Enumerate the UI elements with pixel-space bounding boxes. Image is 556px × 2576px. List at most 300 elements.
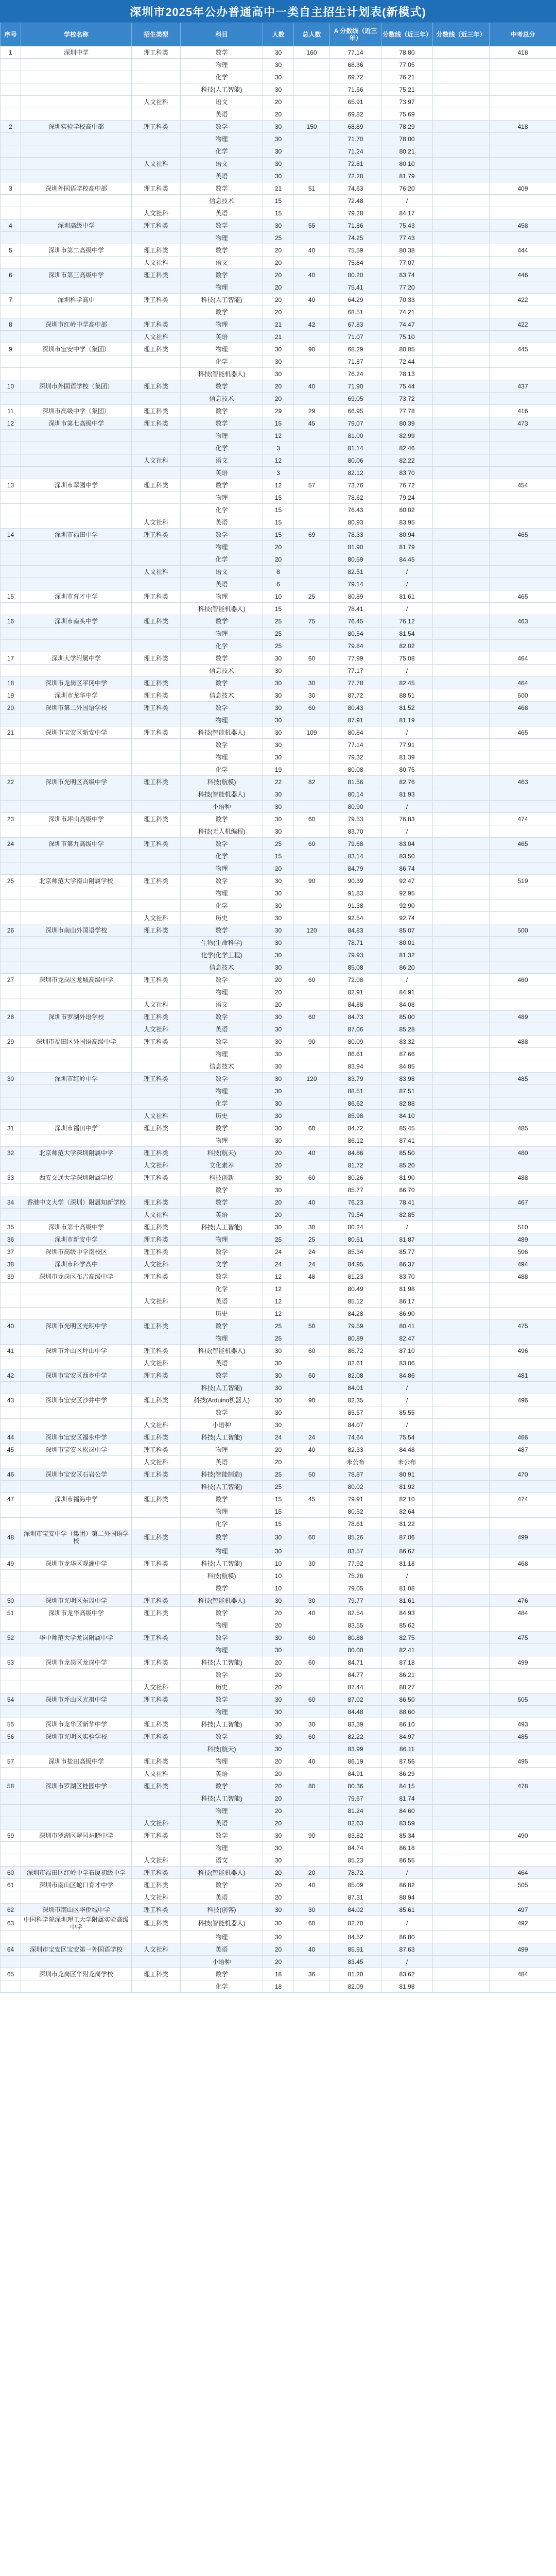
cell-score-c bbox=[433, 961, 490, 974]
cell-count: 30 bbox=[263, 665, 294, 677]
cell-count: 20 bbox=[263, 1669, 294, 1681]
cell-type: 理工科类 bbox=[132, 1829, 181, 1842]
cell-type bbox=[132, 541, 181, 553]
cell-type bbox=[132, 640, 181, 652]
cell-total: 25 bbox=[294, 1233, 330, 1246]
cell-score-a: 92.54 bbox=[330, 912, 381, 924]
cell-score-a: 84.01 bbox=[330, 1382, 381, 1394]
cell-type: 人文社科 bbox=[132, 331, 181, 343]
cell-score-total bbox=[490, 1295, 556, 1308]
cell-score-c bbox=[433, 689, 490, 702]
cell-total bbox=[294, 1792, 330, 1805]
cell-index bbox=[1, 442, 21, 454]
cell-score-a: 75.26 bbox=[330, 1570, 381, 1582]
cell-subject: 数学 bbox=[181, 46, 263, 59]
cell-score-a: 84.79 bbox=[330, 862, 381, 875]
cell-school: 深圳市福田区外国语高级中学 bbox=[21, 1036, 132, 1048]
cell-score-a: 80.89 bbox=[330, 590, 381, 603]
cell-score-b: 82.75 bbox=[381, 1632, 433, 1644]
cell-type bbox=[132, 393, 181, 405]
cell-score-c bbox=[433, 1196, 490, 1209]
cell-total bbox=[294, 1545, 330, 1557]
cell-score-b: 80.10 bbox=[381, 158, 433, 170]
cell-type bbox=[132, 1308, 181, 1320]
cell-subject: 科技(航天) bbox=[181, 1147, 263, 1159]
cell-school bbox=[21, 454, 132, 467]
cell-score-a: 78.33 bbox=[330, 529, 381, 541]
cell-count: 30 bbox=[263, 1382, 294, 1394]
cell-subject: 语文 bbox=[181, 158, 263, 170]
cell-index bbox=[1, 306, 21, 318]
cell-score-a: 77.14 bbox=[330, 739, 381, 751]
cell-score-b: 83.98 bbox=[381, 1073, 433, 1085]
table-row bbox=[1, 937, 556, 949]
cell-count: 20 bbox=[263, 108, 294, 121]
cell-total bbox=[294, 912, 330, 924]
cell-count: 30 bbox=[263, 726, 294, 739]
cell-score-total bbox=[490, 331, 556, 343]
cell-score-b: 83.70 bbox=[381, 467, 433, 479]
cell-type: 理工科类 bbox=[132, 1468, 181, 1481]
cell-school: 深圳市第七高级中学 bbox=[21, 417, 132, 430]
cell-count: 30 bbox=[263, 1545, 294, 1557]
cell-type bbox=[132, 442, 181, 454]
cell-score-a: 90.39 bbox=[330, 875, 381, 887]
cell-score-c bbox=[433, 1159, 490, 1172]
cell-score-total: 492 bbox=[490, 1916, 556, 1931]
table-row bbox=[1, 1718, 556, 1731]
cell-score-a: 67.83 bbox=[330, 318, 381, 331]
cell-score-total: 466 bbox=[490, 1431, 556, 1444]
cell-count: 30 bbox=[263, 652, 294, 665]
cell-index: 40 bbox=[1, 1320, 21, 1332]
cell-score-a: 84.88 bbox=[330, 998, 381, 1011]
cell-school bbox=[21, 504, 132, 516]
cell-type: 人文社科 bbox=[132, 1768, 181, 1780]
cell-score-c bbox=[433, 986, 490, 998]
cell-score-b: / bbox=[381, 578, 433, 590]
table-row bbox=[1, 1956, 556, 1968]
cell-count: 30 bbox=[263, 1221, 294, 1233]
cell-subject: 科技(人工智能) bbox=[181, 1718, 263, 1731]
cell-subject: 科技(人工智能) bbox=[181, 1557, 263, 1570]
cell-school: 深圳市盐田高级中学 bbox=[21, 1755, 132, 1768]
cell-score-b: 87.10 bbox=[381, 1345, 433, 1357]
cell-score-b: 81.61 bbox=[381, 590, 433, 603]
cell-index: 39 bbox=[1, 1270, 21, 1283]
cell-type bbox=[132, 1956, 181, 1968]
cell-type: 理工科类 bbox=[132, 875, 181, 887]
cell-count: 20 bbox=[263, 269, 294, 281]
cell-index: 53 bbox=[1, 1656, 21, 1669]
cell-index: 36 bbox=[1, 1233, 21, 1246]
cell-total bbox=[294, 516, 330, 529]
cell-score-b: 85.50 bbox=[381, 1147, 433, 1159]
cell-subject: 文学 bbox=[181, 1258, 263, 1270]
cell-count: 20 bbox=[263, 1805, 294, 1817]
cell-school: 深圳市宝安区石岩公学 bbox=[21, 1468, 132, 1481]
cell-score-b: 81.90 bbox=[381, 1172, 433, 1184]
cell-school: 深圳市光明区东周中学 bbox=[21, 1595, 132, 1607]
cell-school bbox=[21, 492, 132, 504]
cell-count: 30 bbox=[263, 788, 294, 801]
cell-score-total: 467 bbox=[490, 1196, 556, 1209]
cell-count: 30 bbox=[263, 1097, 294, 1110]
cell-index bbox=[1, 1518, 21, 1530]
cell-score-a: 75.84 bbox=[330, 257, 381, 269]
cell-score-total bbox=[490, 1980, 556, 1993]
cell-score-b: 86.11 bbox=[381, 1743, 433, 1755]
cell-total bbox=[294, 801, 330, 813]
cell-score-b: / bbox=[381, 665, 433, 677]
cell-school bbox=[21, 1481, 132, 1493]
cell-school bbox=[21, 1817, 132, 1829]
cell-index bbox=[1, 640, 21, 652]
cell-index bbox=[1, 1085, 21, 1097]
cell-type: 理工科类 bbox=[132, 1693, 181, 1706]
cell-total: 60 bbox=[294, 838, 330, 850]
cell-school bbox=[21, 961, 132, 974]
cell-score-total bbox=[490, 83, 556, 96]
cell-score-a: 77.92 bbox=[330, 1557, 381, 1570]
cell-score-a: 84.52 bbox=[330, 1931, 381, 1943]
cell-total: 42 bbox=[294, 318, 330, 331]
table-row bbox=[1, 1829, 556, 1842]
cell-score-b: 80.91 bbox=[381, 1468, 433, 1481]
cell-type: 人文社科 bbox=[132, 998, 181, 1011]
cell-score-total bbox=[490, 553, 556, 566]
cell-score-c bbox=[433, 1829, 490, 1842]
cell-score-a: 82.63 bbox=[330, 1817, 381, 1829]
cell-index: 5 bbox=[1, 244, 21, 257]
cell-school bbox=[21, 1283, 132, 1295]
cell-count: 30 bbox=[263, 1931, 294, 1943]
cell-school bbox=[21, 1332, 132, 1345]
cell-school bbox=[21, 1931, 132, 1943]
cell-score-total: 494 bbox=[490, 1258, 556, 1270]
cell-score-b: 81.52 bbox=[381, 702, 433, 714]
cell-subject: 数学 bbox=[181, 1968, 263, 1980]
cell-index bbox=[1, 998, 21, 1011]
table-row bbox=[1, 529, 556, 541]
cell-subject: 物理 bbox=[181, 318, 263, 331]
table-row bbox=[1, 492, 556, 504]
cell-type: 理工科类 bbox=[132, 529, 181, 541]
cell-score-c bbox=[433, 1097, 490, 1110]
cell-score-c bbox=[433, 1956, 490, 1968]
cell-total: 90 bbox=[294, 1036, 330, 1048]
table-row bbox=[1, 343, 556, 355]
cell-score-a: 87.31 bbox=[330, 1891, 381, 1904]
cell-type: 理工科类 bbox=[132, 1493, 181, 1505]
cell-type: 理工科类 bbox=[132, 1246, 181, 1258]
cell-subject: 科技(智能机器人) bbox=[181, 1595, 263, 1607]
cell-school: 深圳市罗湖外语学校 bbox=[21, 1011, 132, 1023]
cell-index bbox=[1, 1184, 21, 1196]
table-row bbox=[1, 306, 556, 318]
cell-school: 北京师范大学深圳附属中学 bbox=[21, 1147, 132, 1159]
cell-score-c bbox=[433, 1693, 490, 1706]
cell-score-a: 84.77 bbox=[330, 1669, 381, 1681]
cell-subject: 科技(人工智能) bbox=[181, 83, 263, 96]
cell-subject: 科技(无人机编程) bbox=[181, 825, 263, 838]
cell-index: 61 bbox=[1, 1879, 21, 1891]
cell-school bbox=[21, 739, 132, 751]
cell-count: 30 bbox=[263, 1036, 294, 1048]
cell-count: 30 bbox=[263, 714, 294, 726]
cell-school bbox=[21, 1854, 132, 1867]
cell-count: 15 bbox=[263, 529, 294, 541]
cell-total bbox=[294, 1619, 330, 1632]
cell-index bbox=[1, 1419, 21, 1431]
cell-school bbox=[21, 96, 132, 108]
cell-index bbox=[1, 1382, 21, 1394]
cell-score-total: 500 bbox=[490, 924, 556, 937]
cell-subject: 信息技术 bbox=[181, 1060, 263, 1073]
cell-subject: 数学 bbox=[181, 1879, 263, 1891]
cell-total: 90 bbox=[294, 1394, 330, 1406]
cell-score-c bbox=[433, 1644, 490, 1656]
cell-score-c bbox=[433, 1036, 490, 1048]
cell-total: 30 bbox=[294, 689, 330, 702]
cell-score-total bbox=[490, 281, 556, 294]
cell-score-b: 75.54 bbox=[381, 1431, 433, 1444]
cell-score-a: 85.34 bbox=[330, 1246, 381, 1258]
cell-count: 30 bbox=[263, 702, 294, 714]
table-row bbox=[1, 1382, 556, 1394]
cell-score-a: 85.77 bbox=[330, 1184, 381, 1196]
cell-score-c bbox=[433, 974, 490, 986]
cell-type bbox=[132, 887, 181, 900]
cell-score-total bbox=[490, 1419, 556, 1431]
cell-total: 90 bbox=[294, 343, 330, 355]
cell-index bbox=[1, 195, 21, 207]
cell-score-c bbox=[433, 1357, 490, 1369]
cell-type: 理工科类 bbox=[132, 343, 181, 355]
cell-score-total bbox=[490, 442, 556, 454]
cell-total bbox=[294, 1570, 330, 1582]
cell-score-total bbox=[490, 640, 556, 652]
cell-score-total: 493 bbox=[490, 1718, 556, 1731]
cell-count: 30 bbox=[263, 825, 294, 838]
cell-subject: 科技(航天) bbox=[181, 1743, 263, 1755]
cell-index: 13 bbox=[1, 479, 21, 492]
cell-score-total bbox=[490, 145, 556, 158]
cell-index bbox=[1, 751, 21, 764]
table-row bbox=[1, 1557, 556, 1570]
cell-score-total: 454 bbox=[490, 479, 556, 492]
cell-score-a: 80.90 bbox=[330, 801, 381, 813]
cell-subject: 化学 bbox=[181, 442, 263, 454]
cell-score-b: 81.74 bbox=[381, 1792, 433, 1805]
cell-school bbox=[21, 1582, 132, 1595]
cell-score-a: 78.71 bbox=[330, 937, 381, 949]
cell-score-b: 82.46 bbox=[381, 442, 433, 454]
cell-score-total bbox=[490, 1085, 556, 1097]
cell-count: 20 bbox=[263, 1867, 294, 1879]
cell-school: 深圳市龙岗区华附龙岗学校 bbox=[21, 1968, 132, 1980]
cell-count: 12 bbox=[263, 430, 294, 442]
cell-total bbox=[294, 850, 330, 862]
cell-type: 理工科类 bbox=[132, 121, 181, 133]
cell-count: 30 bbox=[263, 1632, 294, 1644]
cell-index bbox=[1, 1805, 21, 1817]
table-row bbox=[1, 1644, 556, 1656]
cell-score-total bbox=[490, 133, 556, 145]
cell-subject: 数学 bbox=[181, 974, 263, 986]
table-row bbox=[1, 974, 556, 986]
cell-score-c bbox=[433, 1493, 490, 1505]
cell-subject: 数学 bbox=[181, 875, 263, 887]
cell-score-total bbox=[490, 887, 556, 900]
cell-score-b: 92.90 bbox=[381, 900, 433, 912]
cell-score-b: 82.02 bbox=[381, 640, 433, 652]
cell-score-b: 85.00 bbox=[381, 1011, 433, 1023]
cell-school: 深圳市育才中学 bbox=[21, 590, 132, 603]
table-row bbox=[1, 454, 556, 467]
cell-score-a: 81.24 bbox=[330, 1805, 381, 1817]
cell-score-total bbox=[490, 454, 556, 467]
table-row bbox=[1, 1295, 556, 1308]
cell-subject: 历史 bbox=[181, 1110, 263, 1122]
cell-index bbox=[1, 368, 21, 380]
cell-score-c bbox=[433, 529, 490, 541]
cell-score-c bbox=[433, 702, 490, 714]
table-row bbox=[1, 1943, 556, 1956]
cell-score-total bbox=[490, 1382, 556, 1394]
cell-count: 30 bbox=[263, 1904, 294, 1916]
cell-score-c bbox=[433, 578, 490, 590]
cell-type bbox=[132, 1048, 181, 1060]
cell-subject: 物理 bbox=[181, 1706, 263, 1718]
cell-count: 20 bbox=[263, 1943, 294, 1956]
cell-index: 6 bbox=[1, 269, 21, 281]
cell-subject: 语文 bbox=[181, 998, 263, 1011]
cell-score-c bbox=[433, 133, 490, 145]
cell-count: 25 bbox=[263, 838, 294, 850]
cell-subject: 信息技术 bbox=[181, 665, 263, 677]
cell-score-b: 76.20 bbox=[381, 182, 433, 195]
table-row bbox=[1, 949, 556, 961]
cell-count: 20 bbox=[263, 306, 294, 318]
cell-index: 21 bbox=[1, 726, 21, 739]
cell-school: 深圳市罗湖区桂园中学 bbox=[21, 1780, 132, 1792]
cell-score-c bbox=[433, 1270, 490, 1283]
cell-total bbox=[294, 1023, 330, 1036]
cell-score-b: 82.45 bbox=[381, 677, 433, 689]
cell-count: 20 bbox=[263, 1792, 294, 1805]
cell-count: 10 bbox=[263, 1557, 294, 1570]
cell-index: 32 bbox=[1, 1147, 21, 1159]
cell-index bbox=[1, 628, 21, 640]
cell-score-b: 80.94 bbox=[381, 529, 433, 541]
cell-score-total: 505 bbox=[490, 1879, 556, 1891]
cell-score-total bbox=[490, 1931, 556, 1943]
cell-score-b: 88.60 bbox=[381, 1706, 433, 1718]
cell-subject: 数学 bbox=[181, 417, 263, 430]
cell-index: 7 bbox=[1, 294, 21, 306]
cell-score-b: / bbox=[381, 825, 433, 838]
cell-score-c bbox=[433, 1456, 490, 1468]
cell-type: 人文社科 bbox=[132, 1159, 181, 1172]
cell-score-c bbox=[433, 1073, 490, 1085]
cell-score-total: 510 bbox=[490, 1221, 556, 1233]
cell-score-c bbox=[433, 1233, 490, 1246]
cell-count: 20 bbox=[263, 393, 294, 405]
cell-index: 30 bbox=[1, 1073, 21, 1085]
cell-subject: 数学 bbox=[181, 1320, 263, 1332]
cell-score-total: 463 bbox=[490, 615, 556, 628]
cell-type: 理工科类 bbox=[132, 1879, 181, 1891]
cell-subject: 数学 bbox=[181, 1693, 263, 1706]
cell-score-b: 86.80 bbox=[381, 1931, 433, 1943]
cell-total bbox=[294, 504, 330, 516]
cell-score-b: 85.07 bbox=[381, 924, 433, 937]
table-row bbox=[1, 1805, 556, 1817]
cell-subject: 化学(化学工程) bbox=[181, 949, 263, 961]
cell-score-c bbox=[433, 937, 490, 949]
cell-total bbox=[294, 1582, 330, 1595]
cell-index bbox=[1, 825, 21, 838]
cell-score-c bbox=[433, 170, 490, 182]
cell-total bbox=[294, 788, 330, 801]
cell-index bbox=[1, 1295, 21, 1308]
cell-school: 深圳市宝安区宝安第一外国语学校 bbox=[21, 1943, 132, 1956]
cell-total bbox=[294, 195, 330, 207]
cell-school bbox=[21, 1681, 132, 1693]
cell-index bbox=[1, 1669, 21, 1681]
cell-score-total bbox=[490, 1505, 556, 1518]
cell-score-b: 92.74 bbox=[381, 912, 433, 924]
cell-score-total bbox=[490, 603, 556, 615]
cell-index: 63 bbox=[1, 1916, 21, 1931]
cell-score-a: 77.99 bbox=[330, 652, 381, 665]
cell-subject: 小语种 bbox=[181, 801, 263, 813]
cell-index: 10 bbox=[1, 380, 21, 393]
cell-total bbox=[294, 578, 330, 590]
cell-school: 深圳市宝安区松岗中学 bbox=[21, 1444, 132, 1456]
cell-score-b: 86.82 bbox=[381, 1879, 433, 1891]
table-row bbox=[1, 1731, 556, 1743]
cell-school bbox=[21, 825, 132, 838]
cell-index bbox=[1, 1545, 21, 1557]
cell-type: 理工科类 bbox=[132, 1345, 181, 1357]
cell-subject: 物理 bbox=[181, 1134, 263, 1147]
cell-type bbox=[132, 900, 181, 912]
cell-count: 30 bbox=[263, 1854, 294, 1867]
cell-score-total bbox=[490, 1308, 556, 1320]
cell-score-c bbox=[433, 1879, 490, 1891]
table-row bbox=[1, 566, 556, 578]
cell-score-a: 80.59 bbox=[330, 553, 381, 566]
cell-score-total bbox=[490, 355, 556, 368]
table-row bbox=[1, 1755, 556, 1768]
cell-score-c bbox=[433, 1431, 490, 1444]
cell-school: 深圳市福田中学 bbox=[21, 529, 132, 541]
cell-total bbox=[294, 454, 330, 467]
cell-count: 20 bbox=[263, 553, 294, 566]
cell-score-b: 81.18 bbox=[381, 1557, 433, 1570]
cell-type: 人文社科 bbox=[132, 912, 181, 924]
cell-score-b: 86.18 bbox=[381, 1842, 433, 1854]
cell-school: 深圳市南山区华侨城中学 bbox=[21, 1904, 132, 1916]
cell-school: 香港中文大学（深圳）附属知新学校 bbox=[21, 1196, 132, 1209]
cell-score-total bbox=[490, 232, 556, 244]
cell-total: 50 bbox=[294, 1320, 330, 1332]
cell-count: 20 bbox=[263, 1209, 294, 1221]
cell-subject: 数学 bbox=[181, 1780, 263, 1792]
cell-score-b: 82.85 bbox=[381, 1209, 433, 1221]
